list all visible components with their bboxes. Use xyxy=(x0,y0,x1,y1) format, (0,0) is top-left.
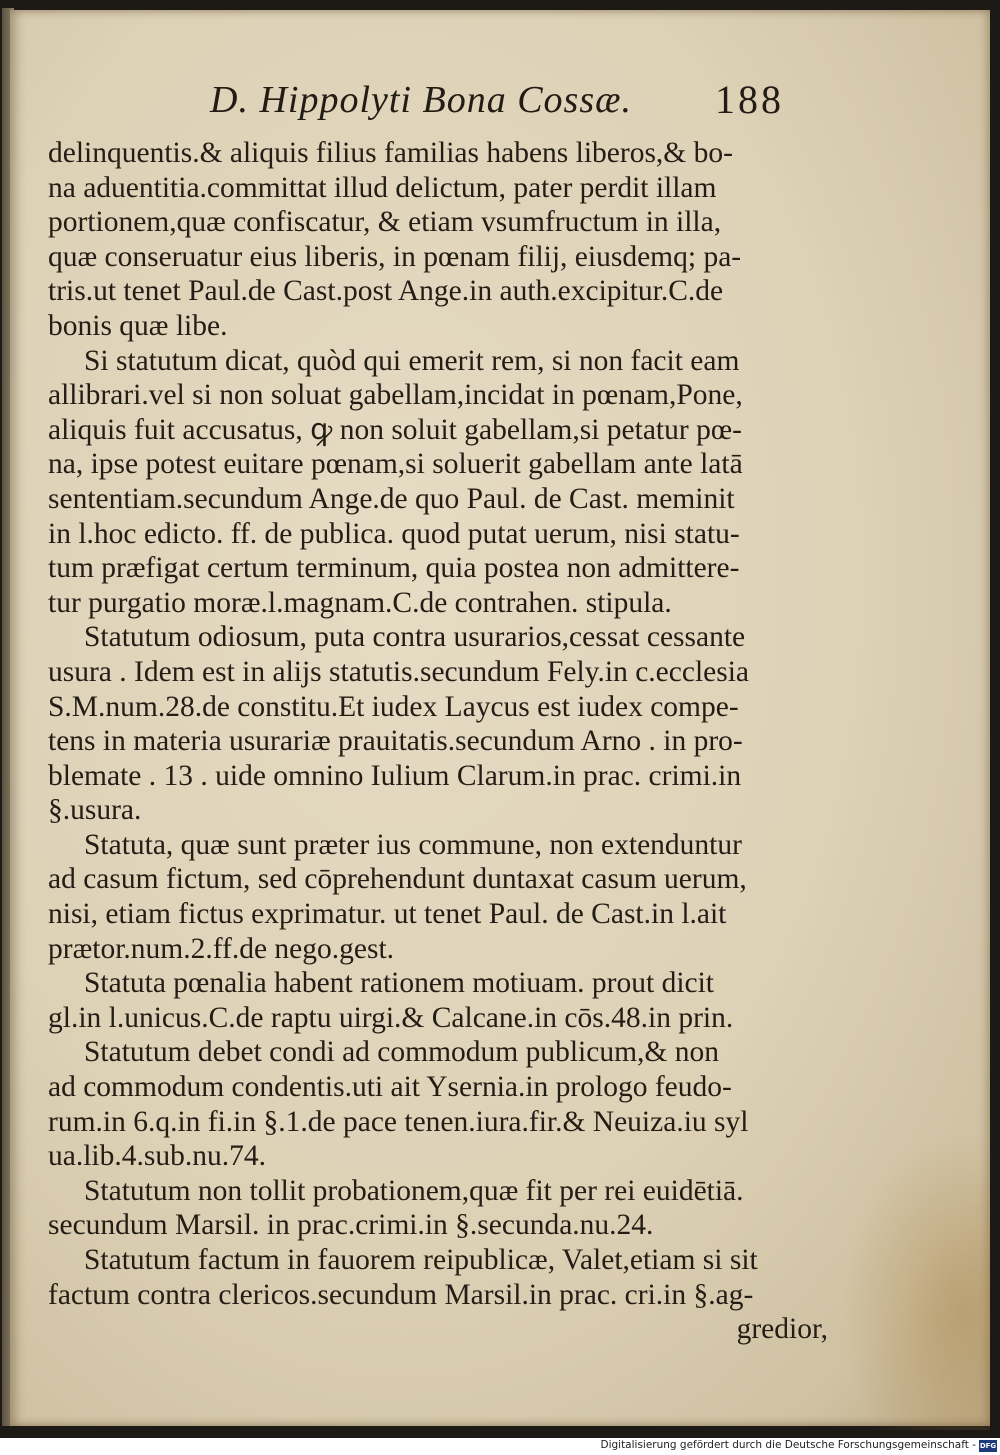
paragraph-start-line: Statutum factum in fauorem reipublicæ, Valet,etiam si sit xyxy=(84,1244,758,1276)
paper-stain xyxy=(840,1130,990,1430)
text-line: portionem,quæ confiscatur, & etiam vsumfructum in illa, xyxy=(48,206,722,239)
text-line: §.usura. xyxy=(48,794,142,827)
page-number: 188 xyxy=(715,77,784,122)
text-line: rum.in 6.q.in fi.in §.1.de pace tenen.iura.fir.& Neuiza.iu syl xyxy=(48,1105,749,1138)
book-page xyxy=(10,10,990,1426)
paragraph-start-line: Statuta pœnalia habent rationem motiuam. prout dicit xyxy=(84,967,715,1000)
catchword: gredior, xyxy=(736,1313,828,1346)
text-line: S.M.num.28.de constitu.Et iudex Laycus est iudex compe- xyxy=(48,690,739,723)
text-line: na, ipse potest euitare pœnam,si soluerit gabellam ante latā xyxy=(48,448,743,481)
page-header xyxy=(10,72,990,132)
text-line: usura . Idem est in alijs statutis.secundum Fely.in c.ecclesia xyxy=(48,655,749,688)
digitization-footer xyxy=(0,1438,1000,1455)
body-text xyxy=(48,136,838,1347)
text-line: delinquentis.& aliquis filius familias habens liberos,& bo- xyxy=(48,137,733,169)
text-line: aliquis fuit accusatus, ꝙ non soluit gabellam,si petatur pœ- xyxy=(48,413,742,446)
text-line: gl.in l.unicus.C.de raptu uirgi.& Calcane.in cōs.48.in prin. xyxy=(48,1001,734,1034)
funding-credit: Digitalisierung gefördert durch die Deutsche Forschungsgemeinschaft - xyxy=(600,1439,976,1451)
paragraph-start-line: Statutum odiosum, puta contra usurarios,cessat cessante xyxy=(84,621,746,654)
dfg-logo-icon: DFG xyxy=(979,1442,997,1450)
text-line: allibrari.vel si non soluat gabellam,incidat in pœnam,Pone, xyxy=(48,379,743,412)
text-line: tum præfigat certum terminum, quia postea non admittere- xyxy=(48,552,740,585)
text-line: prætor.num.2.ff.de nego.gest. xyxy=(48,932,395,965)
text-line: sententiam.secundum Ange.de quo Paul. de Cast. meminit xyxy=(48,482,735,515)
text-line: secundum Marsil. in prac.crimi.in §.secunda.nu.24. xyxy=(48,1209,654,1242)
paragraph-start-line: Statutum non tollit probationem,quæ fit per rei euidētiā. xyxy=(84,1174,744,1207)
text-line: ad commodum condentis.uti ait Ysernia.in prologo feudo- xyxy=(48,1071,732,1104)
text-line: ua.lib.4.sub.nu.74. xyxy=(48,1140,266,1173)
paragraph-start-line: Statutum debet condi ad commodum publicum,& non xyxy=(84,1036,719,1069)
text-line: tris.ut tenet Paul.de Cast.post Ange.in auth.excipitur.C.de xyxy=(48,275,724,308)
text-line: in l.hoc edicto. ff. de publica. quod putat uerum, nisi statu- xyxy=(48,517,740,550)
text-line: factum contra clericos.secundum Marsil.in prac. cri.in §.ag- xyxy=(48,1278,754,1311)
text-line: tur purgatio moræ.l.magnam.C.de contrahen. stipula. xyxy=(48,586,672,619)
paragraph-start-line: Statuta, quæ sunt præter ius commune, non extenduntur xyxy=(84,828,742,861)
paragraph-start-line: Si statutum dicat, quòd qui emerit rem, si non facit eam xyxy=(84,344,740,377)
running-title: D. Hippolyti Bona Cossæ. xyxy=(210,79,632,121)
text-line: nisi, etiam fictus exprimatur. ut tenet Paul. de Cast.in l.ait xyxy=(48,898,727,931)
text-line: blemate . 13 . uide omnino Iulium Clarum.in prac. crimi.in xyxy=(48,759,742,792)
text-line: bonis quæ libe. xyxy=(48,309,228,342)
text-line: quæ conseruatur eius liberis, in pœnam filij, eiusdemq; pa- xyxy=(48,240,742,273)
text-line: na aduentitia.committat illud delictum, pater perdit illam xyxy=(48,171,717,204)
text-line: ad casum fictum, sed cōprehendunt duntaxat casum uerum, xyxy=(48,863,747,896)
text-line: tens in materia usurariæ prauitatis.secundum Arno . in pro- xyxy=(48,725,743,758)
